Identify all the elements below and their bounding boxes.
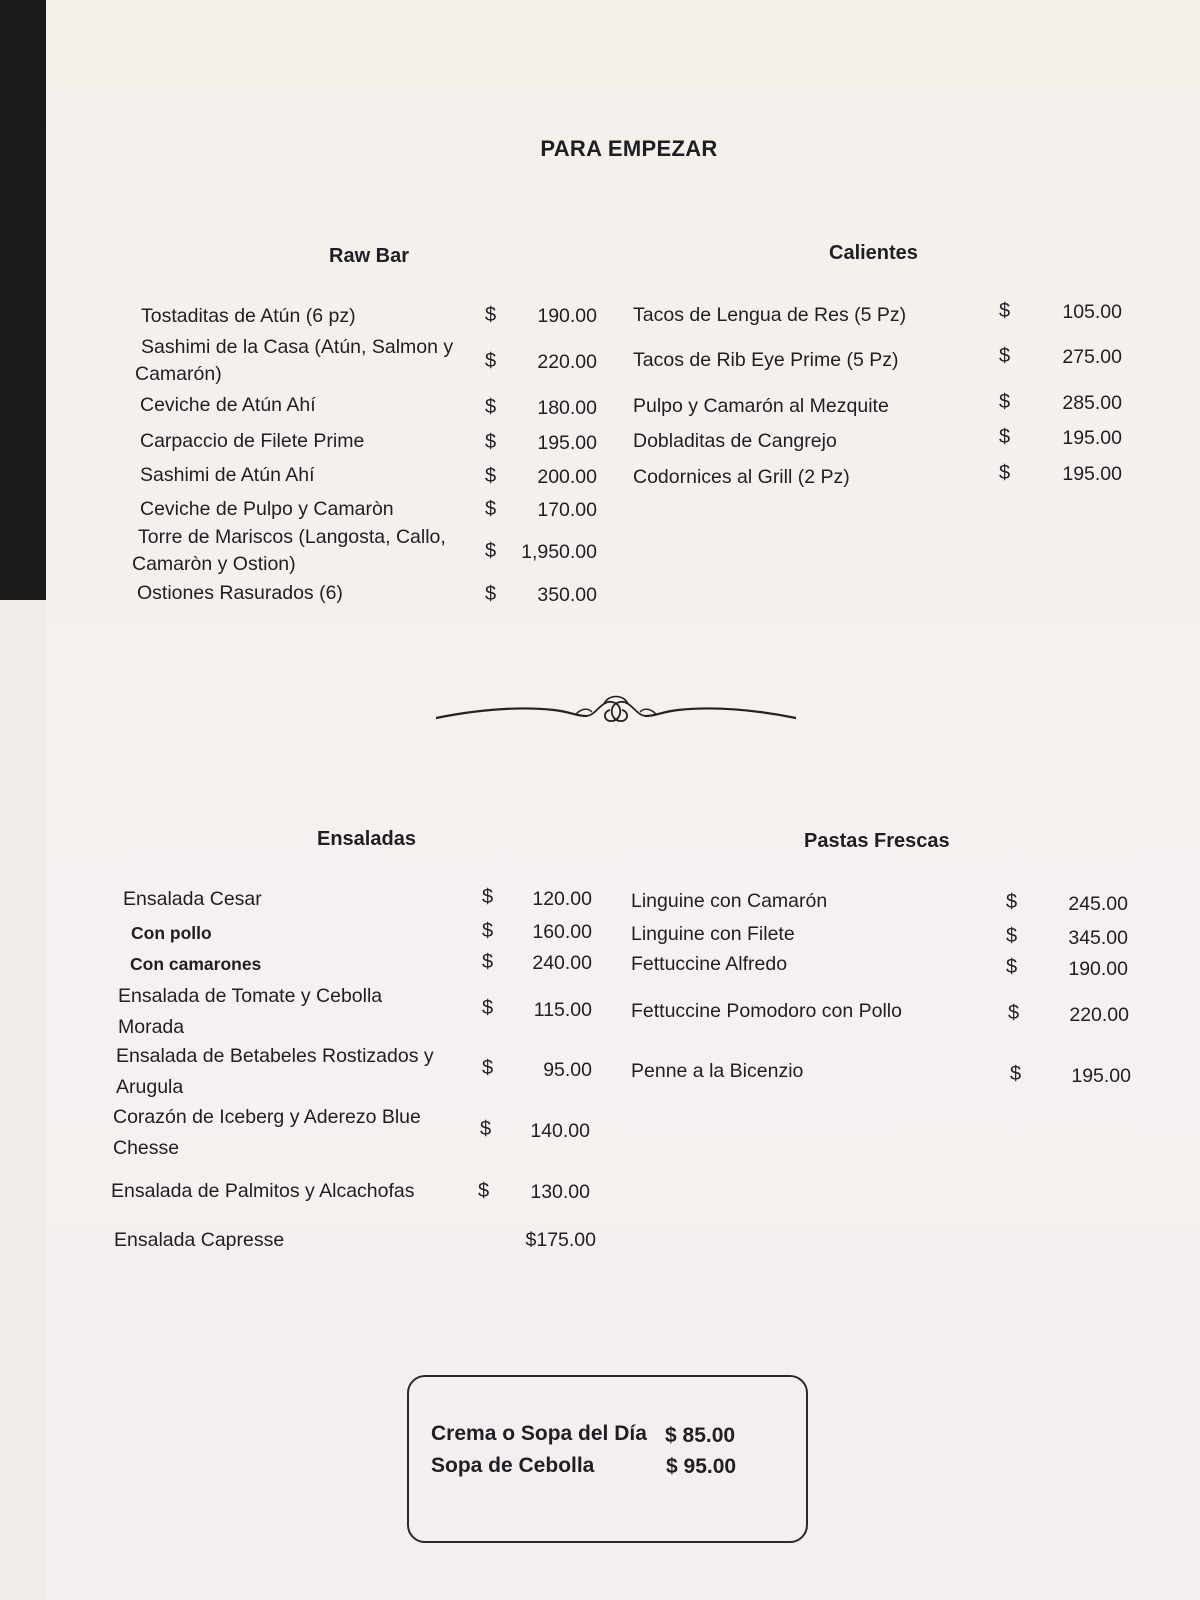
soup-price: $ 85.00 — [665, 1424, 736, 1447]
raw-bar-item-name: Ceviche de Pulpo y Camaròn — [140, 498, 394, 520]
calientes-item-currency: $ — [999, 391, 1011, 413]
ensaladas-item-name: Ensalada de Palmitos y Alcachofas — [111, 1180, 415, 1202]
pastas-item-name: Fettuccine Alfredo — [631, 953, 788, 975]
raw-bar-item-name: Sashimi de Atún Ahí — [140, 464, 315, 486]
soup-price: $ 95.00 — [666, 1455, 737, 1478]
pastas-item-currency: $ — [1006, 925, 1018, 947]
ensaladas-item-price: 120.00 — [532, 888, 592, 910]
ensaladas-item-currency: $ — [480, 1118, 492, 1140]
pastas-item-currency: $ — [1006, 891, 1018, 913]
calientes-heading: Calientes — [829, 242, 918, 264]
raw-bar-item-name: Tostaditas de Atún (6 pz) — [141, 305, 356, 327]
pastas-item-name: Linguine con Filete — [631, 923, 795, 945]
raw-bar-item-currency: $ — [485, 540, 497, 562]
soup-name: Crema o Sopa del Día — [431, 1422, 647, 1445]
raw-bar-item-name: Torre de Mariscos (Langosta, Callo, Camaròn y Ostion) — [132, 526, 446, 575]
ensaladas-item-price: 140.00 — [530, 1120, 590, 1142]
ensaladas-item-currency: $ — [482, 920, 494, 942]
raw-bar-item-price: 190.00 — [537, 305, 597, 327]
ensaladas-item-price: $175.00 — [525, 1229, 596, 1251]
ensaladas-item-price: 160.00 — [532, 921, 592, 943]
raw-bar-item-name: Sashimi de la Casa (Atún, Salmon y Camarón) — [135, 336, 454, 385]
pastas-item-price: 190.00 — [1068, 958, 1128, 980]
pastas-item-name: Fettuccine Pomodoro con Pollo — [631, 1000, 902, 1022]
calientes-item-price: 275.00 — [1062, 346, 1122, 368]
ensaladas-item-currency: $ — [482, 1057, 494, 1079]
pastas-heading: Pastas Frescas — [804, 830, 950, 852]
raw-bar-item-name: Ostiones Rasurados (6) — [137, 582, 343, 604]
raw-bar-item-currency: $ — [485, 350, 497, 372]
ensaladas-item-currency: $ — [482, 997, 494, 1019]
raw-bar-item-currency: $ — [485, 396, 497, 418]
raw-bar-heading: Raw Bar — [329, 245, 410, 267]
pastas-item-price: 245.00 — [1068, 893, 1128, 915]
pastas-item-name: Linguine con Camarón — [631, 890, 828, 912]
calientes-item-name: Codornices al Grill (2 Pz) — [633, 466, 850, 488]
raw-bar-item-price: 350.00 — [537, 584, 597, 606]
ensaladas-item-name: Ensalada Cesar — [123, 888, 262, 910]
ensaladas-item-name: Corazón de Iceberg y Aderezo Blue Chesse — [113, 1106, 421, 1159]
pastas-item-price: 220.00 — [1069, 1004, 1129, 1026]
ensaladas-item-price: 130.00 — [530, 1181, 590, 1203]
calientes-item-name: Tacos de Rib Eye Prime (5 Pz) — [633, 349, 899, 371]
ensaladas-item-name: Ensalada de Betabeles Rostizados y Arugula — [116, 1045, 434, 1098]
pastas-item-price: 195.00 — [1071, 1065, 1131, 1087]
raw-bar-item-price: 180.00 — [537, 397, 597, 419]
pastas-item-name: Penne a la Bicenzio — [631, 1060, 804, 1082]
pastas-item-currency: $ — [1010, 1063, 1022, 1085]
flourish-divider-icon — [436, 690, 796, 740]
pastas-item-currency: $ — [1006, 956, 1018, 978]
menu-title: PARA EMPEZAR — [540, 136, 718, 161]
raw-bar-item-price: 1,950.00 — [521, 541, 597, 563]
raw-bar-item-price: 170.00 — [537, 499, 597, 521]
ensaladas-item-name: Con camarones — [130, 954, 262, 974]
raw-bar-item-currency: $ — [485, 498, 497, 520]
raw-bar-item-name: Carpaccio de Filete Prime — [140, 430, 365, 452]
calientes-item-currency: $ — [999, 426, 1011, 448]
raw-bar-item-currency: $ — [485, 304, 497, 326]
ensaladas-item-currency: $ — [478, 1180, 490, 1202]
ensaladas-item-price: 95.00 — [543, 1059, 592, 1081]
calientes-item-currency: $ — [999, 345, 1011, 367]
pastas-item-price: 345.00 — [1068, 927, 1128, 949]
ensaladas-item-price: 115.00 — [533, 999, 592, 1021]
calientes-item-price: 195.00 — [1062, 427, 1122, 449]
calientes-item-name: Dobladitas de Cangrejo — [633, 430, 837, 452]
calientes-item-currency: $ — [999, 462, 1011, 484]
ensaladas-item-currency: $ — [482, 951, 494, 973]
calientes-item-name: Pulpo y Camarón al Mezquite — [633, 395, 889, 417]
raw-bar-item-currency: $ — [485, 465, 497, 487]
soup-name: Sopa de Cebolla — [431, 1454, 595, 1477]
calientes-item-price: 105.00 — [1062, 301, 1122, 323]
menu-page — [46, 0, 1200, 1600]
raw-bar-item-currency: $ — [485, 583, 497, 605]
calientes-item-price: 285.00 — [1062, 392, 1122, 414]
pastas-item-currency: $ — [1008, 1002, 1020, 1024]
calientes-item-price: 195.00 — [1062, 463, 1122, 485]
raw-bar-item-price: 195.00 — [537, 432, 597, 454]
ensaladas-item-name: Ensalada de Tomate y Cebolla Morada — [118, 985, 383, 1038]
calientes-item-currency: $ — [999, 300, 1011, 322]
raw-bar-item-price: 200.00 — [537, 466, 597, 488]
ensaladas-item-name: Ensalada Capresse — [114, 1229, 285, 1251]
ensaladas-item-currency: $ — [482, 886, 494, 908]
calientes-item-name: Tacos de Lengua de Res (5 Pz) — [633, 304, 907, 326]
ensaladas-item-name: Con pollo — [131, 923, 212, 943]
ensaladas-heading: Ensaladas — [317, 828, 416, 850]
raw-bar-item-name: Ceviche de Atún Ahí — [140, 394, 316, 416]
raw-bar-item-currency: $ — [485, 431, 497, 453]
ensaladas-item-price: 240.00 — [532, 952, 592, 974]
page-edge-shade — [0, 600, 46, 1600]
raw-bar-item-price: 220.00 — [537, 351, 597, 373]
